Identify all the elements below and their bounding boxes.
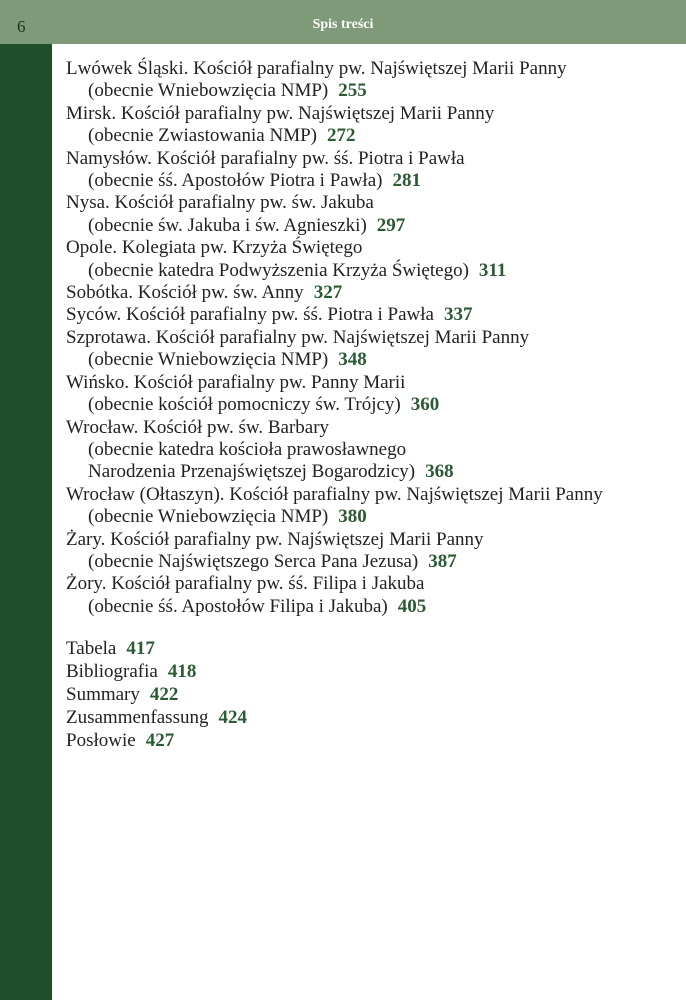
entry-page: 424 bbox=[218, 707, 247, 728]
entry-title: Lwówek Śląski. Kościół parafialny pw. Najświętszej Marii Panny bbox=[66, 58, 567, 79]
entry-title: Opole. Kolegiata pw. Krzyża Świętego bbox=[66, 237, 363, 259]
entry-title: Żary. Kościół parafialny pw. Najświętszej Marii Panny bbox=[66, 528, 484, 550]
back-matter-entry bbox=[66, 683, 666, 706]
page-number: 6 bbox=[17, 17, 26, 36]
entry-title: Mirsk. Kościół parafialny pw. Najświętszej Marii Panny bbox=[66, 102, 495, 124]
entry-page: 368 bbox=[425, 461, 454, 483]
entry-page: 360 bbox=[410, 394, 440, 416]
back-matter-title: Zusammenfassung bbox=[66, 707, 209, 728]
entry-page: 427 bbox=[145, 730, 175, 751]
toc-entry bbox=[66, 529, 666, 574]
entry-page: 348 bbox=[338, 349, 367, 371]
entry-subtitle: (obecnie śś. Apostołów Filipa i Jakuba) bbox=[88, 595, 388, 617]
entry-title: Syców. Kościół parafialny pw. śś. Piotra i Pawła bbox=[66, 304, 434, 326]
entry-title: Wrocław. Kościół pw. św. Barbary bbox=[66, 416, 330, 438]
entry-page: 255 bbox=[338, 80, 367, 102]
entry-subtitle: (obecnie Wniebowzięcia NMP) bbox=[88, 506, 329, 528]
toc-entry bbox=[66, 573, 666, 618]
entry-page: 387 bbox=[428, 550, 457, 572]
entry-subtitle: (obecnie Zwiastowania NMP) bbox=[88, 125, 317, 147]
back-matter-title: Posłowie bbox=[66, 730, 136, 751]
back-matter-title: Summary bbox=[66, 684, 140, 705]
entry-page: 405 bbox=[397, 595, 427, 617]
entry-subtitle: (obecnie śś. Apostołów Piotra i Pawła) bbox=[88, 170, 383, 192]
back-matter-title: Bibliografia bbox=[66, 661, 158, 682]
entry-page: 272 bbox=[327, 125, 356, 147]
entry-subtitle: (obecnie św. Jakuba i św. Agnieszki) bbox=[88, 214, 367, 236]
toc-entry bbox=[66, 58, 666, 103]
back-matter-entry bbox=[66, 729, 666, 752]
entry-title: Sobótka. Kościół pw. św. Anny bbox=[66, 282, 304, 304]
left-color-band bbox=[0, 0, 52, 1000]
toc-list bbox=[66, 58, 666, 618]
entry-page: 418 bbox=[167, 661, 197, 682]
back-matter-title: Tabela bbox=[66, 638, 117, 659]
entry-page: 422 bbox=[149, 684, 179, 705]
toc-entry bbox=[66, 304, 666, 326]
entry-page: 327 bbox=[313, 282, 343, 304]
entry-title: Nysa. Kościół parafialny pw. św. Jakuba bbox=[66, 192, 374, 214]
back-matter-entry bbox=[66, 637, 666, 660]
entry-page: 380 bbox=[338, 506, 367, 528]
back-matter-entry bbox=[66, 706, 666, 729]
entry-title: Szprotawa. Kościół parafialny pw. Najświętszej Marii Panny bbox=[66, 326, 530, 348]
toc-entry bbox=[66, 417, 666, 484]
entry-title: Namysłów. Kościół parafialny pw. śś. Piotra i Pawła bbox=[66, 147, 465, 169]
entry-subtitle: (obecnie kościół pomocniczy św. Trójcy) bbox=[88, 394, 401, 416]
entry-subtitle: (obecnie katedra kościoła prawosławnego bbox=[88, 438, 407, 460]
entry-page: 281 bbox=[392, 170, 421, 192]
entry-subtitle: (obecnie Najświętszego Serca Pana Jezusa) bbox=[88, 550, 419, 572]
entry-subtitle: Narodzenia Przenajświętszej Bogarodzicy) bbox=[88, 461, 416, 483]
toc-entry bbox=[66, 237, 666, 282]
entry-subtitle: (obecnie katedra Podwyższenia Krzyża Świętego) bbox=[88, 259, 469, 281]
entry-title: Wińsko. Kościół parafialny pw. Panny Marii bbox=[66, 371, 406, 393]
toc-entry bbox=[66, 192, 666, 237]
toc-entry bbox=[66, 103, 666, 148]
entry-page: 417 bbox=[126, 638, 155, 659]
toc-entry bbox=[66, 148, 666, 193]
toc-entry bbox=[66, 327, 666, 372]
back-matter-entry bbox=[66, 660, 666, 683]
toc-entry bbox=[66, 282, 666, 304]
back-matter-list bbox=[66, 637, 666, 752]
entry-page: 337 bbox=[443, 304, 473, 326]
running-head: Spis treści bbox=[312, 17, 374, 32]
entry-subtitle: (obecnie Wniebowzięcia NMP) bbox=[88, 80, 329, 102]
entry-page: 311 bbox=[478, 259, 507, 281]
entry-page: 297 bbox=[376, 214, 406, 236]
entry-title: Wrocław (Ołtaszyn). Kościół parafialny pw. Najświętszej Marii Panny bbox=[66, 483, 603, 505]
toc-entry bbox=[66, 372, 666, 417]
entry-title: Żory. Kościół parafialny pw. śś. Filipa i Jakuba bbox=[66, 573, 425, 595]
toc-entry bbox=[66, 484, 666, 529]
entry-subtitle: (obecnie Wniebowzięcia NMP) bbox=[88, 349, 329, 371]
